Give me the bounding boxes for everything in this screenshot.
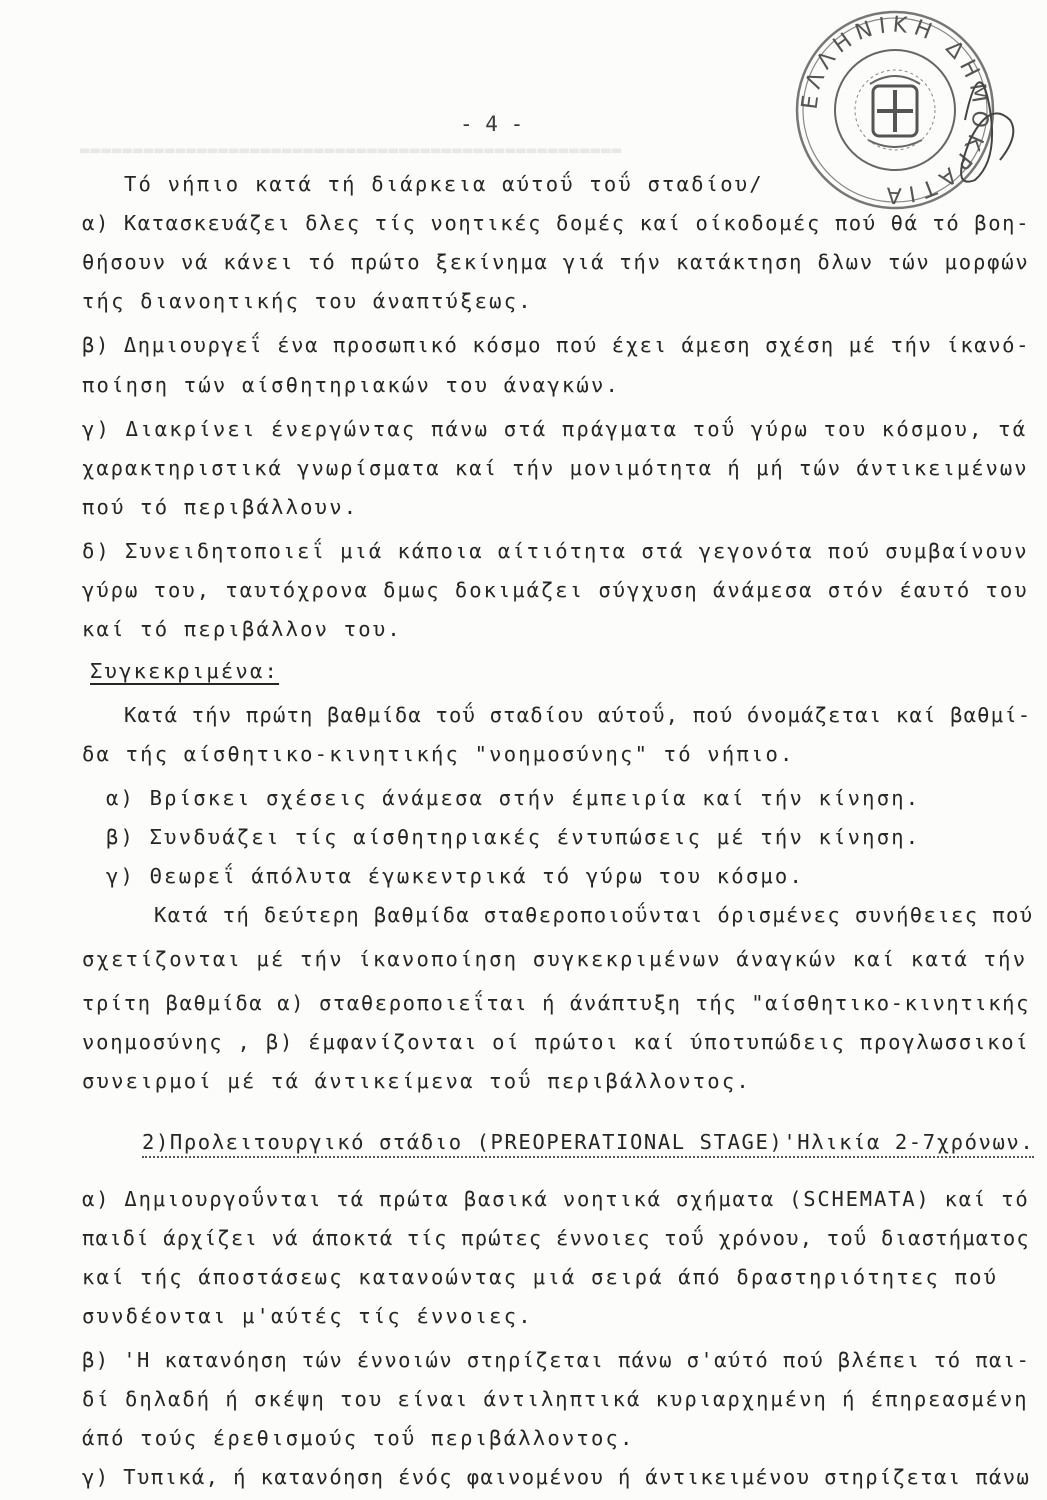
page-number: - 4 - — [460, 112, 524, 136]
text-line: συνδέονται μ'αύτές τίς έννοιες. — [82, 1304, 533, 1328]
text-line: β) Δημιουργεΐ ένα προσωπικό κόσμο πού έχει άμεση σχέση μέ τήν ίκανό- — [82, 333, 1031, 357]
bleed-through-text: ▬▬▬▬▬▬▬▬▬▬▬▬▬▬▬▬▬▬▬▬▬▬▬▬▬▬▬▬▬▬▬▬▬▬▬▬▬▬▬▬▬▬▬▬▬▬▬▬▬▬▬ — [80, 140, 623, 159]
text-line: άπό τούς έρεθισμούς τοΰ περιβάλλοντος. — [82, 1426, 635, 1450]
text-line: σχετίζονται μέ τήν ίκανοποίηση συγκεκριμένων άναγκών καί κατά τήν — [82, 947, 1028, 971]
text-line: δί δηλαδή ή σκέψη του είναι άντιληπτικά κυριαρχημένη ή έπηρεασμένη — [82, 1387, 1029, 1411]
text-line: καί τό περιβάλλον του. — [82, 617, 402, 641]
text-line: δ) Συνειδητοποιεΐ μιά κάποια αίτιότητα στά γεγονότα πού συμβαίνουν — [82, 539, 1029, 563]
text-line: νοημοσύνης , β) έμφανίζονται οί πρώτοι καί ύποτυπώδεις προγλωσσικοί — [82, 1030, 1030, 1054]
text-line: β) 'Η κατανόηση τών έννοιών στηρίζεται πάνω σ'αύτό πού βλέπει τό παι- — [82, 1348, 1031, 1372]
section-heading-specifically: Συγκεκριμένα: — [90, 659, 280, 683]
text-line: α) Κατασκευάζει δλες τίς νοητικές δομές καί οίκοδομές πού θά τό βοη- — [82, 211, 1031, 235]
official-stamp — [760, 0, 1030, 220]
text-line: γ) Θεωρεΐ άπόλυτα έγωκεντρικά τό γύρω του κόσμο. — [106, 864, 805, 888]
text-line: καί τής άποστάσεως κατανοώντας μιά σειρά άπό δραστηριότητες πού — [82, 1265, 999, 1289]
text-line: Κατά τήν πρώτη βαθμίδα τοΰ σταδίου αύτοΰ, πού όνομάζεται καί βαθμί- — [124, 703, 1032, 727]
text-line: χαρακτηριστικά γνωρίσματα καί τήν μονιμότητα ή μή τών άντικειμένων — [82, 456, 1029, 480]
text-line: γύρω του, ταυτόχρονα δμως δοκιμάζει σύγχυση άνάμεσα στόν έαυτό του — [82, 578, 1029, 602]
text-line: συνειρμοί μέ τά άντικείμενα τοΰ περιβάλλοντος. — [82, 1069, 751, 1093]
text-line: Κατά τή δεύτερη βαθμίδα σταθεροποιοΰνται όρισμένες συνήθειες πού — [154, 903, 1034, 927]
text-line: παιδί άρχίζει νά άποκτά τίς πρώτες έννοιες τοΰ χρόνου, τοΰ διαστήματος — [82, 1226, 1030, 1250]
section-heading-preoperational: 2)Προλειτουργικό στάδιο (PREOPERATIONAL STAGE)'Ηλικία 2-7χρόνων. — [142, 1130, 1034, 1158]
text-line: γ) Διακρίνει ένεργώντας πάνω στά πράγματα τοΰ γύρω του κόσμου, τά — [82, 417, 1028, 441]
text-line: τρίτη βαθμίδα α) σταθεροποιεΐται ή άνάπτυξη τής "αίσθητικο-κινητικής — [82, 991, 1031, 1015]
text-line: δα τής αίσθητικο-κινητικής "νοημοσύνης" τό νήπιο. — [82, 742, 795, 766]
text-line: πού τό περιβάλλουν. — [82, 495, 359, 519]
text-line: ποίηση τών αίσθητηριακών του άναγκών. — [82, 373, 621, 397]
text-line: τής διανοητικής του άναπτύξεως. — [82, 289, 533, 313]
text-line: Τό νήπιο κατά τή διάρκεια αύτοΰ τοΰ σταδίου/ — [124, 172, 764, 196]
text-line: γ) Τυπικά, ή κατανόηση ένός φαινομένου ή άντικειμένου στηρίζεται πάνω — [82, 1465, 1031, 1489]
text-line: θήσουν νά κάνει τό πρώτο ξεκίνημα γιά τήν κατάκτηση δλων τών μορφών — [82, 250, 1030, 274]
svg-text:ΕΛΛΗΝΙΚΗ ΔΗΜΟΚΡΑΤΙΑ: ΕΛΛΗΝΙΚΗ ΔΗΜΟΚΡΑΤΙΑ — [797, 12, 993, 208]
text-line: α) Δημιουργοΰνται τά πρώτα βασικά νοητικά σχήματα (SCHEMATA) καί τό — [82, 1187, 1030, 1211]
text-line: β) Συνδυάζει τίς αίσθητηριακές έντυπώσεις μέ τήν κίνηση. — [106, 825, 921, 849]
text-line: α) Βρίσκει σχέσεις άνάμεσα στήν έμπειρία καί τήν κίνηση. — [106, 786, 921, 810]
